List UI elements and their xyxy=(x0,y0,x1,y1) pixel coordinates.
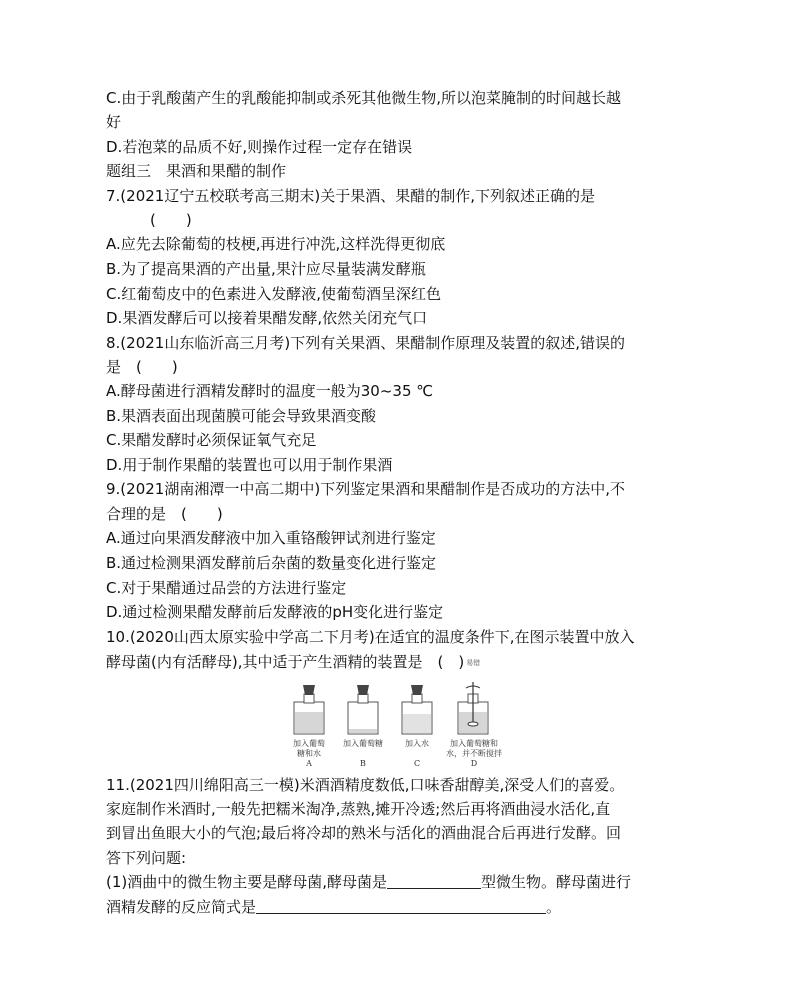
flask-d-caption-line-1: 加入葡萄糖和 xyxy=(450,739,498,748)
question-8-option-c: C.果醋发酵时必须保证氧气充足 xyxy=(106,431,317,449)
flask-c-letter: C xyxy=(413,759,421,768)
answer-blank-2[interactable] xyxy=(256,897,546,914)
flask-c-caption-line-1: 加入水 xyxy=(405,739,429,748)
fermentation-apparatus-figure xyxy=(282,682,508,768)
answer-blank-1[interactable] xyxy=(387,872,481,889)
question-11-part-1-cont xyxy=(106,896,561,918)
flask-b-caption xyxy=(340,739,386,769)
part-1-text-start: (1)酒曲中的微生物主要是酵母菌,酵母菌是 xyxy=(106,873,388,891)
question-8-option-d: D.用于制作果醋的装置也可以用于制作果酒 xyxy=(106,456,393,474)
flask-a-caption-line-2: 糖和水 xyxy=(297,749,321,758)
flask-d-letter: D xyxy=(470,759,478,768)
part-1-text-end: 型微生物。酵母菌进行 xyxy=(481,873,632,891)
flask-a xyxy=(294,685,324,734)
question-7-answer-bracket: ( ) xyxy=(150,211,192,229)
option-c-continuation: 好 xyxy=(106,113,122,131)
question-7-option-d: D.果酒发酵后可以接着果醋发酵,依然关闭充气口 xyxy=(106,309,428,327)
flask-d xyxy=(458,682,488,734)
question-8-stem: 8.(2021山东临沂高三月考)下列有关果酒、果醋制作原理及装置的叙述,错误的 xyxy=(106,334,625,352)
question-9-option-c: C.对于果醋通过品尝的方法进行鉴定 xyxy=(106,579,347,597)
question-7-stem: 7.(2021辽宁五校联考高三期末)关于果酒、果醋的制作,下列叙述正确的是 xyxy=(106,187,595,205)
question-9-option-b: B.通过检测果酒发酵前后杂菌的数量变化进行鉴定 xyxy=(106,554,437,572)
question-10-stem-end xyxy=(106,651,480,674)
flask-a-caption xyxy=(292,739,326,769)
question-7-option-c: C.红葡萄皮中的色素进入发酵液,使葡萄酒呈深红色 xyxy=(106,285,442,303)
section-heading: 题组三 果酒和果醋的制作 xyxy=(106,162,287,180)
question-7-option-a: A.应先去除葡萄的枝梗,再进行冲洗,这样洗得更彻底 xyxy=(106,235,446,253)
question-9-stem-end: 合理的是 ( ) xyxy=(106,505,223,523)
flask-a-letter: A xyxy=(306,759,312,768)
question-7-option-b: B.为了提高果酒的产出量,果汁应尽量装满发酵瓶 xyxy=(106,260,426,278)
question-9-stem: 9.(2021湖南湘潭一中高二期中)下列鉴定果酒和果醋制作是否成功的方法中,不 xyxy=(106,480,625,498)
question-10-stem: 10.(2020山西太原实验中学高二下月考)在适宜的温度条件下,在图示装置中放入 xyxy=(106,628,635,646)
question-10-text: 酵母菌(内有活酵母),其中适于产生酒精的装置是 ( ) xyxy=(106,653,465,671)
question-11-part-1 xyxy=(106,871,631,893)
error-prone-tag: 易错 xyxy=(466,659,481,667)
question-11-line-4: 答下列问题: xyxy=(106,849,187,867)
option-d-line: D.若泡菜的品质不好,则操作过程一定存在错误 xyxy=(106,138,413,156)
flask-c-caption xyxy=(400,739,434,769)
part-1-cont-period: 。 xyxy=(546,898,562,916)
question-9-option-a: A.通过向果酒发酵液中加入重铬酸钾试剂进行鉴定 xyxy=(106,529,436,547)
question-11-stem: 11.(2021四川绵阳高三一模)米酒酒精度数低,口味香甜醇美,深受人们的喜爱。 xyxy=(106,776,625,794)
option-c-line: C.由于乳酸菌产生的乳酸能抑制或杀死其他微生物,所以泡菜腌制的时间越长越 xyxy=(106,89,622,107)
question-8-option-a: A.酵母菌进行酒精发酵时的温度一般为30~35 ℃ xyxy=(106,382,434,400)
question-11-line-3: 到冒出鱼眼大小的气泡;最后将冷却的熟米与活化的酒曲混合后再进行发酵。回 xyxy=(106,824,622,842)
question-8-stem-end: 是 ( ) xyxy=(106,358,178,376)
question-8-option-b: B.果酒表面出现菌膜可能会导致果酒变酸 xyxy=(106,407,377,425)
part-1-cont-text: 酒精发酵的反应简式是 xyxy=(106,898,257,916)
flask-d-caption-line-2: 水，并不断搅拌 xyxy=(446,749,502,758)
flask-c xyxy=(402,685,432,734)
question-11-line-2: 家庭制作米酒时,一般先把糯米淘净,蒸熟,摊开冷透;然后再将酒曲浸水活化,直 xyxy=(106,800,611,818)
flask-d-caption xyxy=(444,739,504,769)
flask-b-caption-line-1: 加入葡萄糖 xyxy=(343,739,383,748)
question-9-option-d: D.通过检测果醋发酵前后发酵液的pH变化进行鉴定 xyxy=(106,603,444,621)
flask-a-caption-line-1: 加入葡萄 xyxy=(293,739,325,748)
flask-b-letter: B xyxy=(360,759,366,768)
flask-b xyxy=(348,685,378,734)
